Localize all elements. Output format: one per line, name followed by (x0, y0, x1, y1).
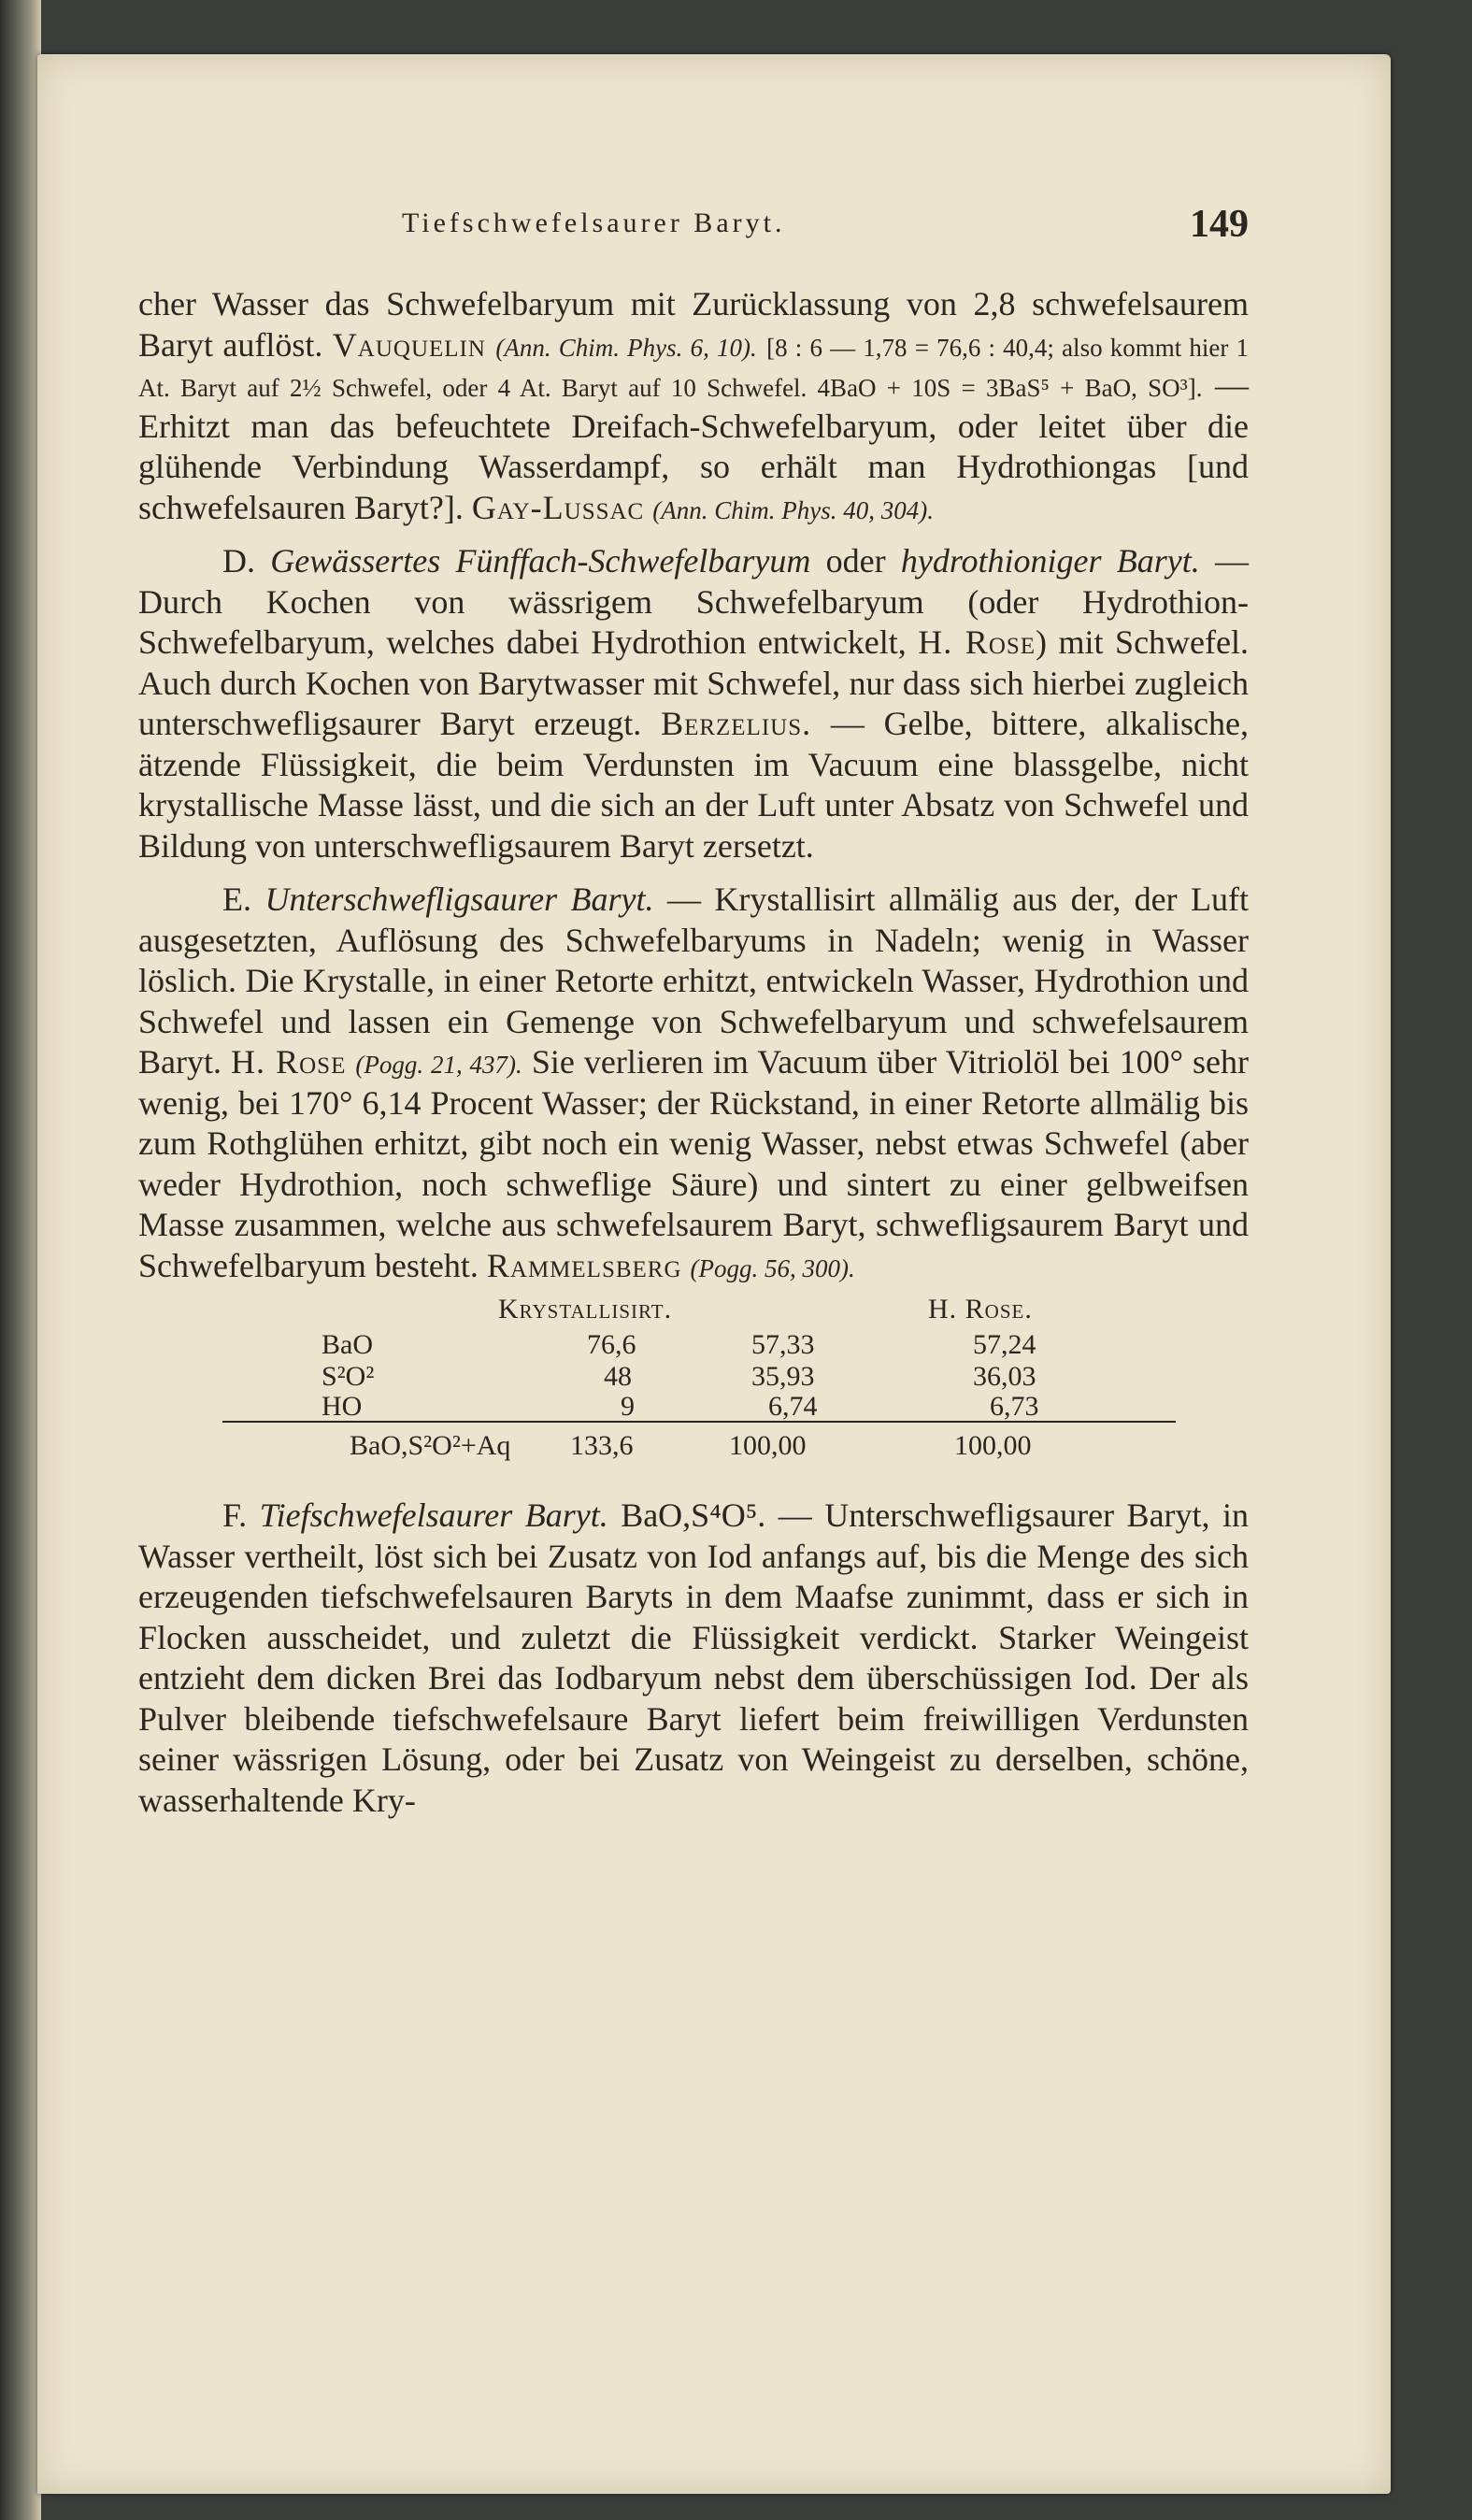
row-value: 6,74 (768, 1391, 818, 1422)
author-gay-lussac: Gay-Lussac (471, 488, 645, 526)
section-label: D. (222, 542, 255, 580)
row-label: BaO (322, 1329, 373, 1360)
row-label: HO (322, 1391, 363, 1422)
col-header-rose: H. Rose. (928, 1294, 1033, 1324)
author-vauquelin: Vauquelin (332, 325, 486, 364)
page-number: 149 (1190, 203, 1249, 246)
section-label: F. (222, 1496, 248, 1534)
analysis-table (138, 1294, 1249, 1490)
row-label: S²O² (322, 1361, 375, 1392)
book-spine (0, 0, 41, 2520)
col-header-krystallisirt: Krystallisirt. (498, 1294, 673, 1324)
section-e: E. Unterschwefligsaurer Baryt. — Krystallisirt allmälig aus der, der Luft ausgesetzten, Auflösung des Schwefelbaryums in Nadeln; wenig in Wasser löslich. Die Krystalle, in einer Retorte erhitzt, entwickeln Wasser, Hydrothion und Schwefel und lassen ein Gemenge von Schwefelbaryum und schwefelsaurem Baryt. H. Rose (Pogg. 21, 437). Sie verlieren im Vacuum über Vitriolöl bei 100° sehr wenig, bei 170° 6,14 Procent Wasser; der Rückstand, in einer Retorte allmälig bis zum Rothglühen erhitzt, gibt noch ein wenig Wasser, nebst etwas Schwefel (aber weder Hydrothion, noch schweflige Säure) und sintert zu einer gelbweifsen Masse zusammen, welche aus schwefelsaurem Baryt, schwefligsaurem Baryt und Schwefelbaryum besteht. Rammelsberg (Pogg. 56, 300). (138, 881, 1250, 1284)
reference: (Ann. Chim. Phys. 40, 304). (652, 495, 934, 524)
row-value: 76,6 (587, 1329, 636, 1360)
row-value: 48 (604, 1361, 632, 1392)
author-rammelsberg: Rammelsberg (486, 1246, 682, 1284)
total-value: 100,00 (954, 1430, 1032, 1461)
section-d: D. Gewässertes Fünffach-Schwefelbaryum oder hydrothioniger Baryt. — Durch Kochen von wässrigem Schwefelbaryum (oder Hydrothion-Schwefelbaryum, welches dabei Hydrothion entwickelt, H. Rose) mit Schwefel. Auch durch Kochen von Barytwasser mit Schwefel, nur dass sich hierbei zugleich unterschwefligsaurer Baryt erzeugt. Berzelius. — Gelbe, bittere, alkalische, ätzende Flüssigkeit, die beim Verdunsten im Vacuum eine blassgelbe, nicht krystallische Masse lässt, und die sich an der Luft unter Absatz von Schwefel und Bildung von unterschwefligsaurem Baryt zersetzt. (138, 542, 1250, 865)
row-value: 6,73 (990, 1391, 1039, 1422)
row-value: 57,24 (973, 1329, 1036, 1360)
section-title: Unterschwefligsaurer Baryt. (264, 881, 654, 918)
formula: BaO,S⁴O⁵. (621, 1496, 766, 1534)
page-text (138, 204, 1249, 1821)
paragraph-continuation: cher Wasser das Schwefelbaryum mit Zurücklassung von 2,8 schwefelsaurem Baryt auflöst. Vauquelin (Ann. Chim. Phys. 6, 10). [8 : 6 — 1,78 = 76,6 : 40,4; also kommt hier 1 At. Baryt auf 2½ Schwefel, oder 4 At. Baryt auf 10 Schwefel. 4BaO + 10S = 3BaS⁵ + BaO, SO³]. — Erhitzt man das befeuchtete Dreifach-Schwefelbaryum, oder leitet über die glühende Verbindung Wasserdampf, so erhält man Hydrothiongas [und schwefelsauren Baryt?]. Gay-Lussac (Ann. Chim. Phys. 40, 304). (138, 285, 1250, 526)
section-label: E. (222, 881, 251, 918)
section-title-alt: hydrothioniger Baryt. (900, 542, 1200, 580)
reference: (Pogg. 56, 300). (690, 1253, 855, 1282)
author-rose: H. Rose (231, 1043, 347, 1081)
author-rose: H. Rose (918, 623, 1036, 661)
total-value: 133,6 (570, 1430, 634, 1461)
total-label: BaO,S²O²+Aq (350, 1430, 511, 1461)
author-berzelius: Berzelius. (661, 705, 812, 742)
reference: (Ann. Chim. Phys. 6, 10). (495, 333, 757, 362)
row-value: 57,33 (751, 1329, 815, 1360)
total-value: 100,00 (729, 1430, 807, 1461)
running-head: Tiefschwefelsaurer Baryt. (402, 208, 786, 238)
table-rule (222, 1421, 1176, 1423)
row-value: 36,03 (973, 1361, 1036, 1392)
section-f: F. Tiefschwefelsaurer Baryt. BaO,S⁴O⁵. — Unterschwefligsaurer Baryt, in Wasser vertheilt, löst sich bei Zusatz von Iod anfangs auf, bis die Menge des sich erzeugenden tiefschwefelsauren Baryts in dem Maafse zunimmt, dass er sich in Flocken ausscheidet, und zuletzt die Flüssigkeit verdickt. Starker Weingeist entzieht dem dicken Brei das Iodbaryum nebst dem überschüssigen Iod. Der als Pulver bleibende tiefschwefelsaure Baryt liefert beim freiwilligen Verdunsten seiner wässrigen Lösung, oder bei Zusatz von Weingeist zu derselben, schöne, wasserhaltende Kry- (138, 1496, 1250, 1819)
section-title: Tiefschwefelsaurer Baryt. (259, 1496, 608, 1534)
reference: (Pogg. 21, 437). (355, 1051, 522, 1079)
stoichiometry-note: [8 : 6 — 1,78 = 76,6 : 40,4; also kommt hier 1 At. Baryt auf 2½ Schwefel, oder 4 At. Baryt auf 10 Schwefel. 4BaO + 10S = 3BaS⁵ + BaO, SO³]. (138, 333, 1250, 402)
section-title: Gewässertes Fünffach-Schwefelbaryum (270, 542, 811, 580)
row-value: 35,93 (751, 1361, 815, 1392)
row-value: 9 (621, 1391, 635, 1422)
